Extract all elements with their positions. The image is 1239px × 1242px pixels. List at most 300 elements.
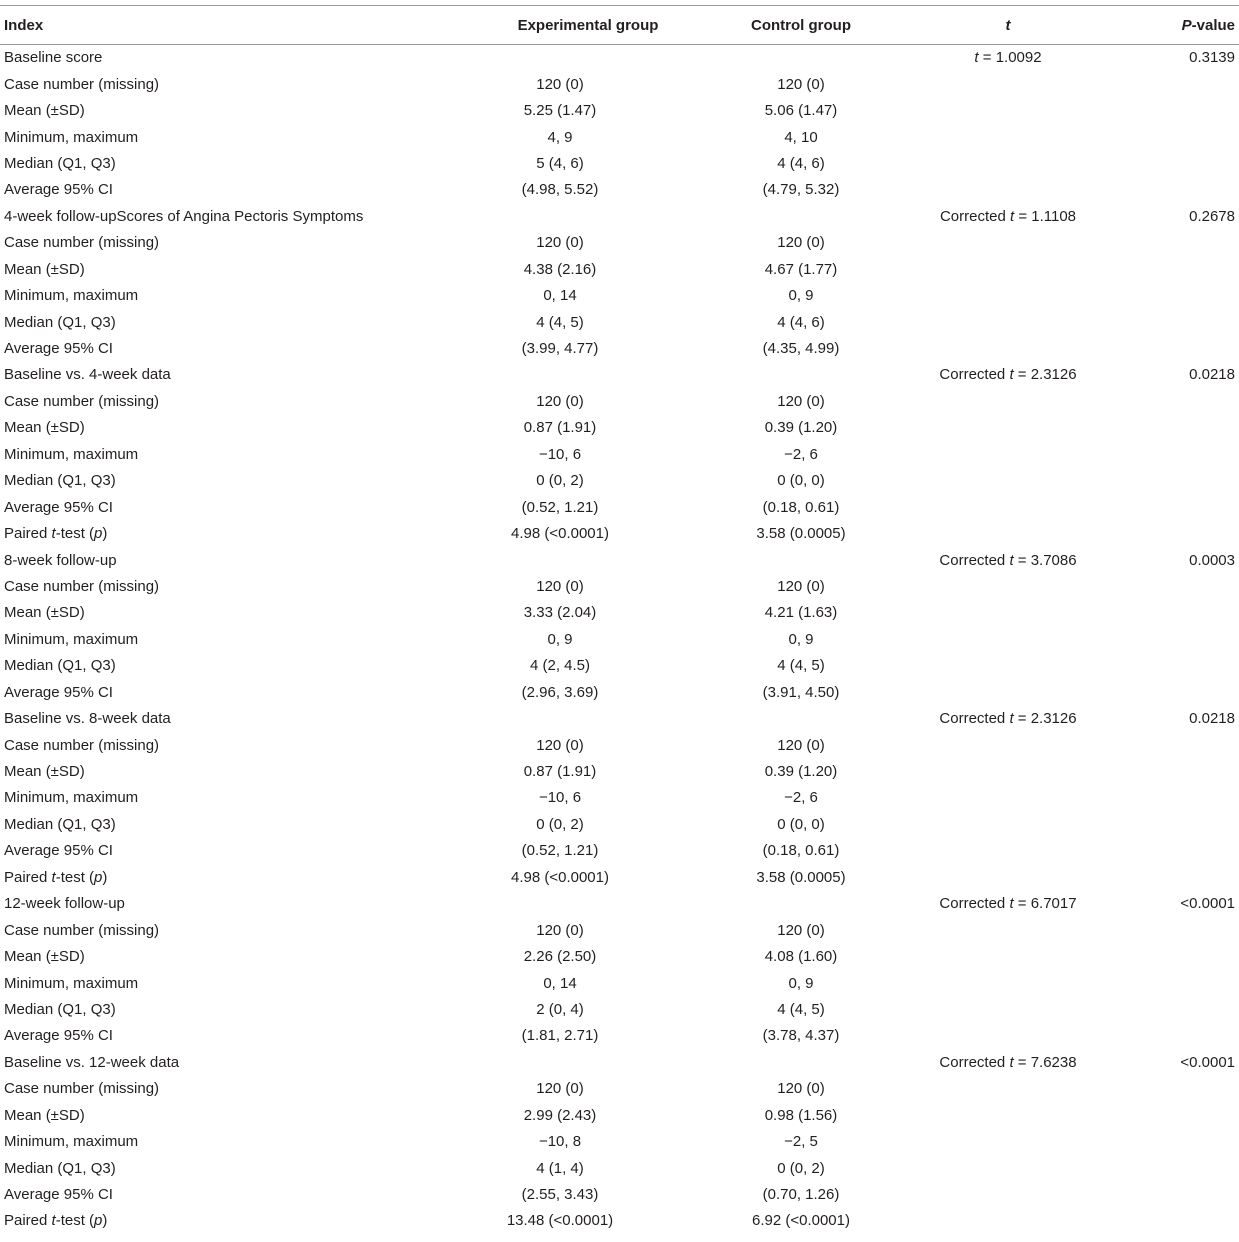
- cell-t-statistic: [870, 335, 1146, 361]
- cell-control: (4.79, 5.32): [762, 181, 840, 199]
- cell-experimental: 4.98 (<0.0001): [511, 868, 609, 886]
- table-row: [0, 97, 1239, 123]
- cell-p-value: [1146, 758, 1239, 784]
- t-text-pre: Corrected: [939, 1053, 1010, 1071]
- t-text-italic: t: [1009, 207, 1015, 225]
- cell-control: 4, 10: [784, 128, 818, 146]
- table-row: [0, 256, 1239, 282]
- cell-p-value: 0.2678: [1189, 207, 1235, 225]
- cell-control: 120 (0): [777, 392, 825, 410]
- cell-t-statistic: [870, 996, 1146, 1022]
- cell-experimental: 0 (0, 2): [536, 472, 584, 490]
- cell-t-statistic: [870, 494, 1146, 520]
- cell-t-statistic: [870, 97, 1146, 123]
- cell-control: [732, 362, 870, 388]
- cell-index: Median (Q1, Q3): [4, 815, 116, 833]
- cell-t-statistic: [870, 309, 1146, 335]
- cell-index: Baseline vs. 12-week data: [4, 1053, 180, 1071]
- table-row: [0, 124, 1239, 150]
- cell-experimental: 120 (0): [536, 1080, 584, 1098]
- cell-experimental: 5 (4, 6): [536, 154, 584, 172]
- cell-control: 0.39 (1.20): [764, 763, 838, 781]
- table-row: [0, 943, 1239, 969]
- cell-index: Minimum, maximum: [4, 1133, 139, 1151]
- cell-control: 4 (4, 6): [777, 313, 825, 331]
- t-text-post: = 3.7086: [1013, 551, 1077, 569]
- table-row: [0, 1155, 1239, 1181]
- index-text-post: ): [102, 1212, 108, 1230]
- cell-t-statistic: [870, 600, 1146, 626]
- cell-control: 3.58 (0.0005): [756, 868, 846, 886]
- table-row: [0, 1023, 1239, 1049]
- cell-index: Minimum, maximum: [4, 445, 139, 463]
- cell-p-value: [1146, 573, 1239, 599]
- cell-index: Average 95% CI: [4, 181, 113, 199]
- cell-p-value: [1146, 256, 1239, 282]
- cell-index: Mean (±SD): [4, 260, 85, 278]
- cell-control: (3.91, 4.50): [762, 683, 840, 701]
- cell-index: Median (Q1, Q3): [4, 1159, 116, 1177]
- cell-p-value: [1146, 282, 1239, 308]
- cell-control: [732, 891, 870, 917]
- index-text-pre: Paired: [4, 868, 52, 886]
- table-row: [0, 150, 1239, 176]
- cell-experimental: [388, 45, 732, 71]
- cell-p-value: [1146, 1208, 1239, 1234]
- cell-t-statistic: [870, 177, 1146, 203]
- cell-control: −2, 5: [784, 1133, 818, 1151]
- cell-control: 0, 9: [788, 287, 814, 305]
- cell-control: −2, 6: [784, 789, 818, 807]
- table-row: [0, 230, 1239, 256]
- cell-experimental: 0.87 (1.91): [523, 419, 597, 437]
- table-body: [0, 45, 1239, 1235]
- cell-control: (0.70, 1.26): [762, 1186, 840, 1204]
- cell-index: Median (Q1, Q3): [4, 154, 116, 172]
- table-row: [0, 1102, 1239, 1128]
- index-text-italic-t: t: [51, 868, 56, 886]
- cell-index: Minimum, maximum: [4, 287, 139, 305]
- cell-index: Mean (±SD): [4, 419, 85, 437]
- cell-experimental: 0, 14: [543, 287, 577, 305]
- cell-t-statistic: [870, 1076, 1146, 1102]
- cell-control: [732, 203, 870, 229]
- cell-t-statistic: [870, 758, 1146, 784]
- cell-experimental: 4.98 (<0.0001): [511, 525, 609, 543]
- cell-t-statistic: [870, 1128, 1146, 1154]
- table-row: [0, 1181, 1239, 1207]
- table-row: [0, 335, 1239, 361]
- header-experimental-group: Experimental group: [388, 6, 732, 45]
- t-text-post: = 1.1108: [1014, 207, 1077, 225]
- t-text-italic: t: [1009, 895, 1014, 913]
- cell-experimental: 4.38 (2.16): [523, 260, 597, 278]
- cell-control: −2, 6: [784, 445, 818, 463]
- t-text-italic: t: [1009, 1053, 1014, 1071]
- cell-t-statistic: [870, 256, 1146, 282]
- cell-control: 3.58 (0.0005): [756, 525, 846, 543]
- cell-t-statistic: [870, 573, 1146, 599]
- cell-experimental: 0 (0, 2): [536, 815, 584, 833]
- cell-t-statistic: [870, 520, 1146, 546]
- t-text-pre: Corrected: [939, 710, 1010, 728]
- cell-t-statistic: [870, 732, 1146, 758]
- table-row: [0, 45, 1239, 71]
- cell-t-statistic: [870, 653, 1146, 679]
- cell-experimental: 0, 14: [543, 974, 577, 992]
- table-row: [0, 362, 1239, 388]
- index-text-mid: -test (: [55, 525, 95, 543]
- table-row: [0, 679, 1239, 705]
- table-row: [0, 547, 1239, 573]
- cell-index: Baseline vs. 8-week data: [4, 710, 171, 728]
- cell-p-value: [1146, 230, 1239, 256]
- cell-t-statistic: [870, 1181, 1146, 1207]
- table-row: [0, 705, 1239, 731]
- header-t-label: t: [1005, 16, 1011, 34]
- cell-index: Minimum, maximum: [4, 789, 139, 807]
- cell-p-value: [1146, 177, 1239, 203]
- results-table: [0, 5, 1239, 1234]
- cell-p-value: 0.0218: [1189, 710, 1235, 728]
- cell-p-value: [1146, 996, 1239, 1022]
- cell-index: Median (Q1, Q3): [4, 657, 116, 675]
- cell-control: 0, 9: [788, 630, 814, 648]
- cell-index: Median (Q1, Q3): [4, 472, 116, 490]
- cell-control: 120 (0): [777, 1080, 825, 1098]
- table-row: [0, 626, 1239, 652]
- cell-t-statistic: [870, 415, 1146, 441]
- table-row: [0, 917, 1239, 943]
- cell-p-value: [1146, 71, 1239, 97]
- cell-index: [0, 864, 388, 890]
- cell-t-statistic: [870, 811, 1146, 837]
- table-row: [0, 600, 1239, 626]
- table-row: [0, 758, 1239, 784]
- table-row: [0, 71, 1239, 97]
- cell-t-statistic: [870, 1023, 1146, 1049]
- cell-control: 120 (0): [777, 921, 825, 939]
- cell-index: Mean (±SD): [4, 763, 85, 781]
- cell-t-statistic: [870, 441, 1146, 467]
- cell-experimental: (2.96, 3.69): [521, 683, 599, 701]
- cell-p-value: [1146, 1155, 1239, 1181]
- table-row: [0, 811, 1239, 837]
- cell-p-value: [1146, 415, 1239, 441]
- cell-experimental: 4 (1, 4): [536, 1159, 584, 1177]
- index-text-italic-p: p: [94, 1212, 103, 1230]
- t-text-italic: t: [1009, 710, 1014, 728]
- cell-t-statistic: [870, 203, 1146, 229]
- cell-experimental: [388, 362, 732, 388]
- cell-t-statistic: [870, 1102, 1146, 1128]
- cell-experimental: [388, 705, 732, 731]
- t-text-post: = 7.6238: [1013, 1053, 1077, 1071]
- table-row: [0, 864, 1239, 890]
- cell-index: Case number (missing): [4, 1080, 160, 1098]
- cell-index: Case number (missing): [4, 736, 160, 754]
- cell-experimental: (0.52, 1.21): [521, 842, 599, 860]
- header-p-italic: P: [1181, 16, 1192, 34]
- cell-experimental: 5.25 (1.47): [523, 102, 597, 120]
- cell-p-value: [1146, 864, 1239, 890]
- cell-t-statistic: [870, 838, 1146, 864]
- cell-control: 120 (0): [777, 75, 825, 93]
- table-row: [0, 1208, 1239, 1234]
- cell-p-value: [1146, 388, 1239, 414]
- cell-p-value: 0.3139: [1189, 49, 1235, 67]
- cell-experimental: −10, 8: [538, 1133, 582, 1151]
- table-row: [0, 309, 1239, 335]
- header-control-group: Control group: [732, 6, 870, 45]
- cell-p-value: [1146, 943, 1239, 969]
- cell-control: (0.18, 0.61): [762, 842, 840, 860]
- cell-experimental: 120 (0): [536, 234, 584, 252]
- index-text-post: ): [102, 868, 108, 886]
- index-text-italic-p: p: [94, 525, 103, 543]
- cell-control: 0.39 (1.20): [764, 419, 838, 437]
- cell-index: 12-week follow-up: [4, 895, 125, 913]
- index-text-italic-t: t: [51, 1212, 56, 1230]
- t-text-italic: t: [1009, 366, 1014, 384]
- cell-experimental: 0.87 (1.91): [523, 763, 597, 781]
- cell-experimental: 4 (4, 5): [536, 313, 584, 331]
- cell-p-value: [1146, 124, 1239, 150]
- cell-index: [0, 1208, 388, 1234]
- cell-control: [732, 1049, 870, 1075]
- cell-index: Case number (missing): [4, 921, 160, 939]
- cell-experimental: 4, 9: [547, 128, 573, 146]
- table-row: [0, 653, 1239, 679]
- t-text-post: = 1.0092: [978, 49, 1042, 67]
- cell-p-value: [1146, 970, 1239, 996]
- cell-p-value: [1146, 600, 1239, 626]
- table-row: [0, 1128, 1239, 1154]
- cell-control: [732, 705, 870, 731]
- t-text-post: = 2.3126: [1013, 710, 1077, 728]
- cell-index: Average 95% CI: [4, 340, 113, 358]
- cell-experimental: 2.26 (2.50): [523, 948, 597, 966]
- cell-index: Minimum, maximum: [4, 128, 139, 146]
- table-row: [0, 1049, 1239, 1075]
- cell-control: 120 (0): [777, 736, 825, 754]
- cell-p-value: [1146, 811, 1239, 837]
- cell-p-value: [1146, 653, 1239, 679]
- header-p-rest: -value: [1191, 16, 1235, 34]
- cell-t-statistic: [870, 468, 1146, 494]
- cell-p-value: [1146, 335, 1239, 361]
- cell-t-statistic: [870, 150, 1146, 176]
- cell-control: 0 (0, 2): [777, 1159, 825, 1177]
- cell-index: Average 95% CI: [4, 683, 113, 701]
- table-row: [0, 494, 1239, 520]
- cell-control: 4.67 (1.77): [764, 260, 838, 278]
- cell-index: Baseline score: [4, 49, 103, 67]
- table-header: [0, 6, 1239, 45]
- cell-t-statistic: [870, 679, 1146, 705]
- cell-control: [732, 547, 870, 573]
- cell-experimental: 2 (0, 4): [536, 1000, 584, 1018]
- index-text-italic-p: p: [94, 868, 103, 886]
- cell-p-value: [1146, 1128, 1239, 1154]
- cell-p-value: [1146, 838, 1239, 864]
- t-text-pre: Corrected: [939, 207, 1010, 225]
- cell-experimental: 4 (2, 4.5): [529, 657, 591, 675]
- table-row: [0, 996, 1239, 1022]
- t-text-post: = 2.3126: [1013, 366, 1077, 384]
- cell-p-value: [1146, 785, 1239, 811]
- cell-experimental: 0, 9: [547, 630, 573, 648]
- cell-index: Average 95% CI: [4, 1186, 113, 1204]
- t-text-post: = 6.7017: [1013, 895, 1077, 913]
- cell-p-value: 0.0003: [1189, 551, 1235, 569]
- cell-p-value: [1146, 679, 1239, 705]
- header-p-value: [1146, 6, 1239, 45]
- cell-index: 8-week follow-up: [4, 551, 117, 569]
- cell-index: Case number (missing): [4, 75, 160, 93]
- cell-t-statistic: [870, 230, 1146, 256]
- cell-experimental: 120 (0): [536, 75, 584, 93]
- cell-p-value: [1146, 468, 1239, 494]
- cell-index: Minimum, maximum: [4, 974, 139, 992]
- cell-experimental: [388, 203, 732, 229]
- cell-t-statistic: [870, 282, 1146, 308]
- cell-p-value: 0.0218: [1189, 366, 1235, 384]
- cell-p-value: [1146, 309, 1239, 335]
- cell-experimental: [388, 1049, 732, 1075]
- cell-control: 0.98 (1.56): [764, 1106, 838, 1124]
- cell-t-statistic: [870, 705, 1146, 731]
- cell-p-value: [1146, 917, 1239, 943]
- cell-index: Average 95% CI: [4, 1027, 113, 1045]
- cell-t-statistic: [870, 943, 1146, 969]
- cell-t-statistic: [870, 124, 1146, 150]
- header-t: [870, 6, 1146, 45]
- cell-index: Case number (missing): [4, 577, 160, 595]
- cell-t-statistic: [870, 547, 1146, 573]
- cell-t-statistic: [870, 45, 1146, 71]
- cell-experimental: (0.52, 1.21): [521, 498, 599, 516]
- cell-experimental: (1.81, 2.71): [521, 1027, 599, 1045]
- index-text-pre: Paired: [4, 1212, 52, 1230]
- cell-control: (3.78, 4.37): [762, 1027, 840, 1045]
- cell-control: (4.35, 4.99): [762, 340, 840, 358]
- table-row: [0, 415, 1239, 441]
- cell-control: 0 (0, 0): [777, 815, 825, 833]
- cell-experimental: −10, 6: [538, 445, 582, 463]
- cell-experimental: −10, 6: [538, 789, 582, 807]
- cell-p-value: [1146, 732, 1239, 758]
- cell-experimental: (2.55, 3.43): [521, 1186, 599, 1204]
- cell-control: 120 (0): [777, 234, 825, 252]
- cell-control: 120 (0): [777, 577, 825, 595]
- cell-t-statistic: [870, 71, 1146, 97]
- table-row: [0, 203, 1239, 229]
- cell-control: 5.06 (1.47): [764, 102, 838, 120]
- cell-p-value: [1146, 441, 1239, 467]
- cell-experimental: [388, 547, 732, 573]
- cell-p-value: [1146, 1181, 1239, 1207]
- cell-t-statistic: [870, 864, 1146, 890]
- cell-index: Case number (missing): [4, 392, 160, 410]
- cell-index: Mean (±SD): [4, 948, 85, 966]
- table-row: [0, 970, 1239, 996]
- cell-p-value: [1146, 494, 1239, 520]
- table-row: [0, 388, 1239, 414]
- cell-index: Minimum, maximum: [4, 630, 139, 648]
- table-row: [0, 1076, 1239, 1102]
- t-text-pre: Corrected: [939, 895, 1010, 913]
- index-text-italic-t: t: [51, 525, 56, 543]
- header-row: [0, 6, 1239, 45]
- cell-t-statistic: [870, 785, 1146, 811]
- cell-index: Average 95% CI: [4, 842, 113, 860]
- cell-p-value: [1146, 626, 1239, 652]
- cell-p-value: [1146, 1102, 1239, 1128]
- cell-control: 4 (4, 5): [777, 657, 825, 675]
- cell-t-statistic: [870, 970, 1146, 996]
- cell-t-statistic: [870, 917, 1146, 943]
- cell-index: Median (Q1, Q3): [4, 1000, 116, 1018]
- cell-control: 4.21 (1.63): [764, 604, 838, 622]
- cell-experimental: [388, 891, 732, 917]
- cell-p-value: [1146, 1023, 1239, 1049]
- cell-t-statistic: [870, 362, 1146, 388]
- cell-index: 4-week follow-upScores of Angina Pectoris Symptoms: [4, 207, 364, 225]
- cell-t-statistic: [870, 626, 1146, 652]
- cell-control: (0.18, 0.61): [762, 498, 840, 516]
- cell-experimental: 120 (0): [536, 392, 584, 410]
- cell-index: Mean (±SD): [4, 604, 85, 622]
- index-text-mid: -test (: [55, 868, 95, 886]
- cell-control: 0 (0, 0): [777, 472, 825, 490]
- table-row: [0, 732, 1239, 758]
- cell-p-value: <0.0001: [1180, 1053, 1235, 1071]
- index-text-mid: -test (: [55, 1212, 95, 1230]
- table-row: [0, 468, 1239, 494]
- cell-control: 4 (4, 6): [777, 154, 825, 172]
- cell-p-value: [1146, 97, 1239, 123]
- cell-control: [732, 45, 870, 71]
- cell-index: Case number (missing): [4, 234, 160, 252]
- cell-index: Mean (±SD): [4, 1106, 85, 1124]
- table-row: [0, 282, 1239, 308]
- index-text-pre: Paired: [4, 525, 52, 543]
- t-text-pre: Corrected: [939, 366, 1010, 384]
- cell-t-statistic: [870, 388, 1146, 414]
- cell-index: [0, 520, 388, 546]
- cell-p-value: [1146, 150, 1239, 176]
- table-row: [0, 177, 1239, 203]
- cell-control: 6.92 (<0.0001): [752, 1212, 850, 1230]
- cell-t-statistic: [870, 1155, 1146, 1181]
- cell-t-statistic: [870, 1049, 1146, 1075]
- cell-index: Mean (±SD): [4, 102, 85, 120]
- index-text-post: ): [102, 525, 108, 543]
- table-row: [0, 573, 1239, 599]
- cell-index: Baseline vs. 4-week data: [4, 366, 171, 384]
- cell-p-value: <0.0001: [1180, 895, 1235, 913]
- cell-index: Median (Q1, Q3): [4, 313, 116, 331]
- cell-experimental: 120 (0): [536, 921, 584, 939]
- cell-t-statistic: [870, 1208, 1146, 1234]
- table-row: [0, 838, 1239, 864]
- t-text-italic: t: [1009, 551, 1014, 569]
- cell-experimental: 120 (0): [536, 736, 584, 754]
- cell-experimental: 3.33 (2.04): [523, 604, 597, 622]
- t-text-pre: Corrected: [939, 551, 1010, 569]
- cell-control: 4 (4, 5): [777, 1000, 825, 1018]
